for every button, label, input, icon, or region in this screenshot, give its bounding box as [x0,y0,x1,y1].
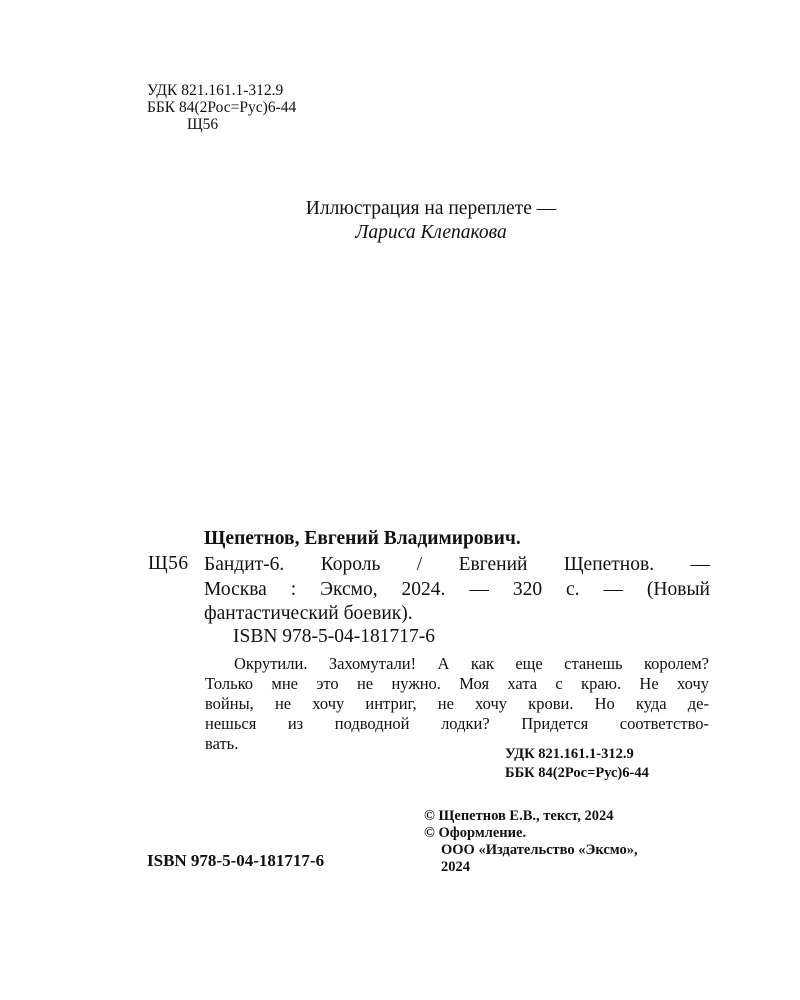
entry-body-line: Москва : Эксмо, 2024. — 320 с. — (Новый [204,578,710,600]
annotation [205,654,709,754]
copyright-design: © Оформление. [424,825,527,841]
entry-isbn: ISBN 978-5-04-181717-6 [233,626,436,647]
copyright-block [424,808,638,876]
entry-heading: Щепетнов, Евгений Владимирович. [204,528,521,549]
copyright-text: © Щепетнов Е.В., текст, 2024 [424,808,614,824]
annotation-line: Окрутили. Захомутали! А как еще станешь королем? [234,654,709,673]
annotation-line: Только мне это не нужно. Моя хата с краю. Не хочу [205,674,709,693]
entry-body-line: Бандит-6. Король / Евгений Щепетнов. — [204,554,710,575]
annotation-line: войны, не хочу интриг, не хочу крови. Но куда де- [205,694,709,713]
udk-code-bottom: УДК 821.161.1-312.9 [505,746,634,762]
copyright-year: 2024 [441,859,470,875]
author-mark: Щ56 [187,116,219,133]
isbn-bold: ISBN 978-5-04-181717-6 [147,851,325,870]
classification-bottom [505,745,649,783]
classification-block [147,82,296,133]
udk-code: УДК 821.161.1-312.9 [147,82,284,99]
illustration-label: Иллюстрация на переплете — [305,198,557,219]
illustration-artist: Лариса Клепакова [355,222,507,243]
bbk-code: ББК 84(2Рос=Рус)6-44 [147,99,297,116]
copyright-publisher: ООО «Издательство «Эксмо», [441,842,638,858]
annotation-line: нешься из подводной лодки? Придется соответство- [205,714,709,733]
bbk-code-bottom: ББК 84(2Рос=Рус)6-44 [505,765,649,781]
illustration-credit [0,197,800,245]
entry-body [204,553,710,627]
annotation-line: вать. [205,734,239,753]
entry-body-line: фантастический боевик). [204,603,413,624]
entry-code: Щ56 [148,553,189,574]
